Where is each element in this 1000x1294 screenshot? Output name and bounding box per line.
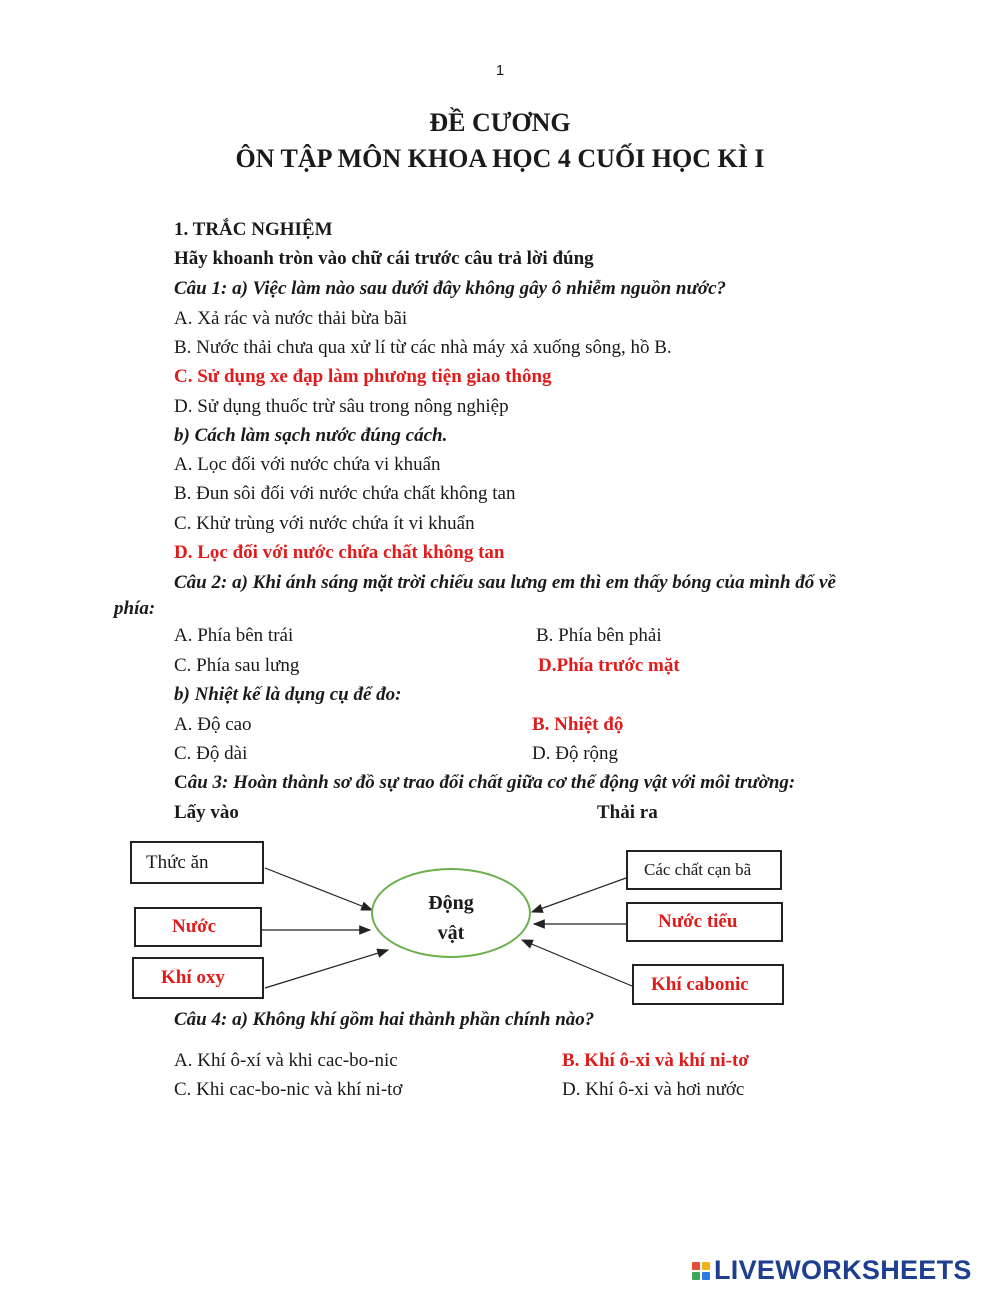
q2b-option-a[interactable]: A. Độ cao	[174, 714, 252, 735]
arrow-co2-out	[522, 940, 632, 986]
q2a-option-c[interactable]: C. Phía sau lưng	[174, 655, 300, 676]
output-box-waste[interactable]	[626, 850, 782, 890]
liveworksheets-logo-icon	[692, 1262, 710, 1280]
arrow-oxygen-in	[265, 950, 388, 988]
q2a-question-cont: phía:	[114, 598, 156, 619]
liveworksheets-logo[interactable]	[692, 1255, 972, 1286]
output-waste-text: Các chất cạn bã	[644, 860, 752, 879]
center-label	[371, 888, 531, 948]
output-co2-text: Khí cabonic	[651, 973, 749, 995]
q1b-question: b) Cách làm sạch nước đúng cách.	[174, 425, 448, 446]
input-food-text: Thức ăn	[146, 851, 209, 873]
page-title-line2: ÔN TẬP MÔN KHOA HỌC 4 CUỐI HỌC KÌ I	[235, 144, 765, 173]
logo-square-yellow	[702, 1262, 710, 1270]
q1b-option-d-answer[interactable]: D. Lọc đối với nước chứa chất không tan	[174, 542, 505, 563]
page-title-line1: ĐỀ CƯƠNG	[429, 108, 571, 137]
output-box-urine[interactable]	[626, 902, 783, 942]
input-box-water[interactable]	[134, 907, 262, 947]
q1a-option-b[interactable]: B. Nước thải chưa qua xử lí từ các nhà máy xả xuống sông, hồ B.	[174, 337, 672, 358]
input-box-food[interactable]	[130, 841, 264, 884]
output-box-co2[interactable]	[632, 964, 784, 1005]
q1b-option-b[interactable]: B. Đun sôi đối với nước chứa chất không tan	[174, 483, 516, 504]
input-water-text: Nước	[172, 916, 217, 937]
logo-square-red	[692, 1262, 700, 1270]
q1a-option-a[interactable]: A. Xả rác và nước thải bừa bãi	[174, 308, 408, 329]
logo-square-green	[692, 1272, 700, 1280]
q4-question: Câu 4: a) Không khí gồm hai thành phần chính nào?	[174, 1009, 595, 1030]
input-box-oxygen[interactable]	[132, 957, 264, 999]
q1a-option-c-answer[interactable]: C. Sử dụng xe đạp làm phương tiện giao thông	[174, 366, 552, 387]
q2a-question: Câu 2: a) Khi ánh sáng mặt trời chiếu sau lưng em thì em thấy bóng của mình đổ về	[174, 572, 836, 593]
q2b-option-b-answer[interactable]: B. Nhiệt độ	[532, 714, 624, 735]
q1a-question: Câu 1: a) Việc làm nào sau dưới đây không gây ô nhiễm nguồn nước?	[174, 278, 727, 299]
q1b-option-a[interactable]: A. Lọc đối với nước chứa vi khuẩn	[174, 454, 441, 475]
page-number: 1	[495, 62, 505, 79]
q2b-option-d[interactable]: D. Độ rộng	[532, 743, 619, 764]
q4-option-a[interactable]: A. Khí ô-xí và khi cac-bo-nic	[174, 1050, 398, 1071]
intake-label: Lấy vào	[174, 802, 239, 823]
q2a-option-b[interactable]: B. Phía bên phải	[536, 625, 662, 646]
q2b-question: b) Nhiệt kế là dụng cụ để đo:	[174, 684, 402, 705]
center-label-line1: Động	[428, 892, 474, 914]
output-label: Thải ra	[597, 802, 658, 823]
liveworksheets-logo-text: LIVEWORKSHEETS	[714, 1255, 972, 1285]
arrow-food-in	[265, 868, 372, 910]
q1a-option-d[interactable]: D. Sử dụng thuốc trừ sâu trong nông nghiệp	[174, 396, 509, 417]
logo-square-blue	[702, 1272, 710, 1280]
q4-option-d[interactable]: D. Khí ô-xi và hơi nước	[562, 1079, 745, 1100]
q4-option-b-answer[interactable]: B. Khí ô-xi và khí ni-tơ	[562, 1050, 749, 1071]
q3-question-prefix: C	[174, 772, 188, 793]
section-heading: 1. TRẮC NGHIỆM	[174, 219, 333, 240]
output-urine-text: Nước tiểu	[658, 911, 738, 932]
q1b-option-c[interactable]: C. Khử trùng với nước chứa ít vi khuẩn	[174, 513, 475, 534]
center-label-line2: vật	[437, 922, 465, 944]
q2a-option-d-answer[interactable]: D.Phía trước mặt	[538, 655, 680, 676]
arrow-waste-out	[532, 878, 626, 912]
q2b-option-c[interactable]: C. Độ dài	[174, 743, 248, 764]
q3-question-rest: âu 3: Hoàn thành sơ đồ sự trao đổi chất giữa cơ thể động vật với môi trường:	[187, 772, 796, 793]
q2a-option-a[interactable]: A. Phía bên trái	[174, 625, 294, 646]
q4-option-c[interactable]: C. Khi cac-bo-nic và khí ni-tơ	[174, 1079, 403, 1100]
input-oxygen-text: Khí oxy	[161, 967, 225, 988]
instruction: Hãy khoanh tròn vào chữ cái trước câu trả lời đúng	[174, 248, 594, 269]
